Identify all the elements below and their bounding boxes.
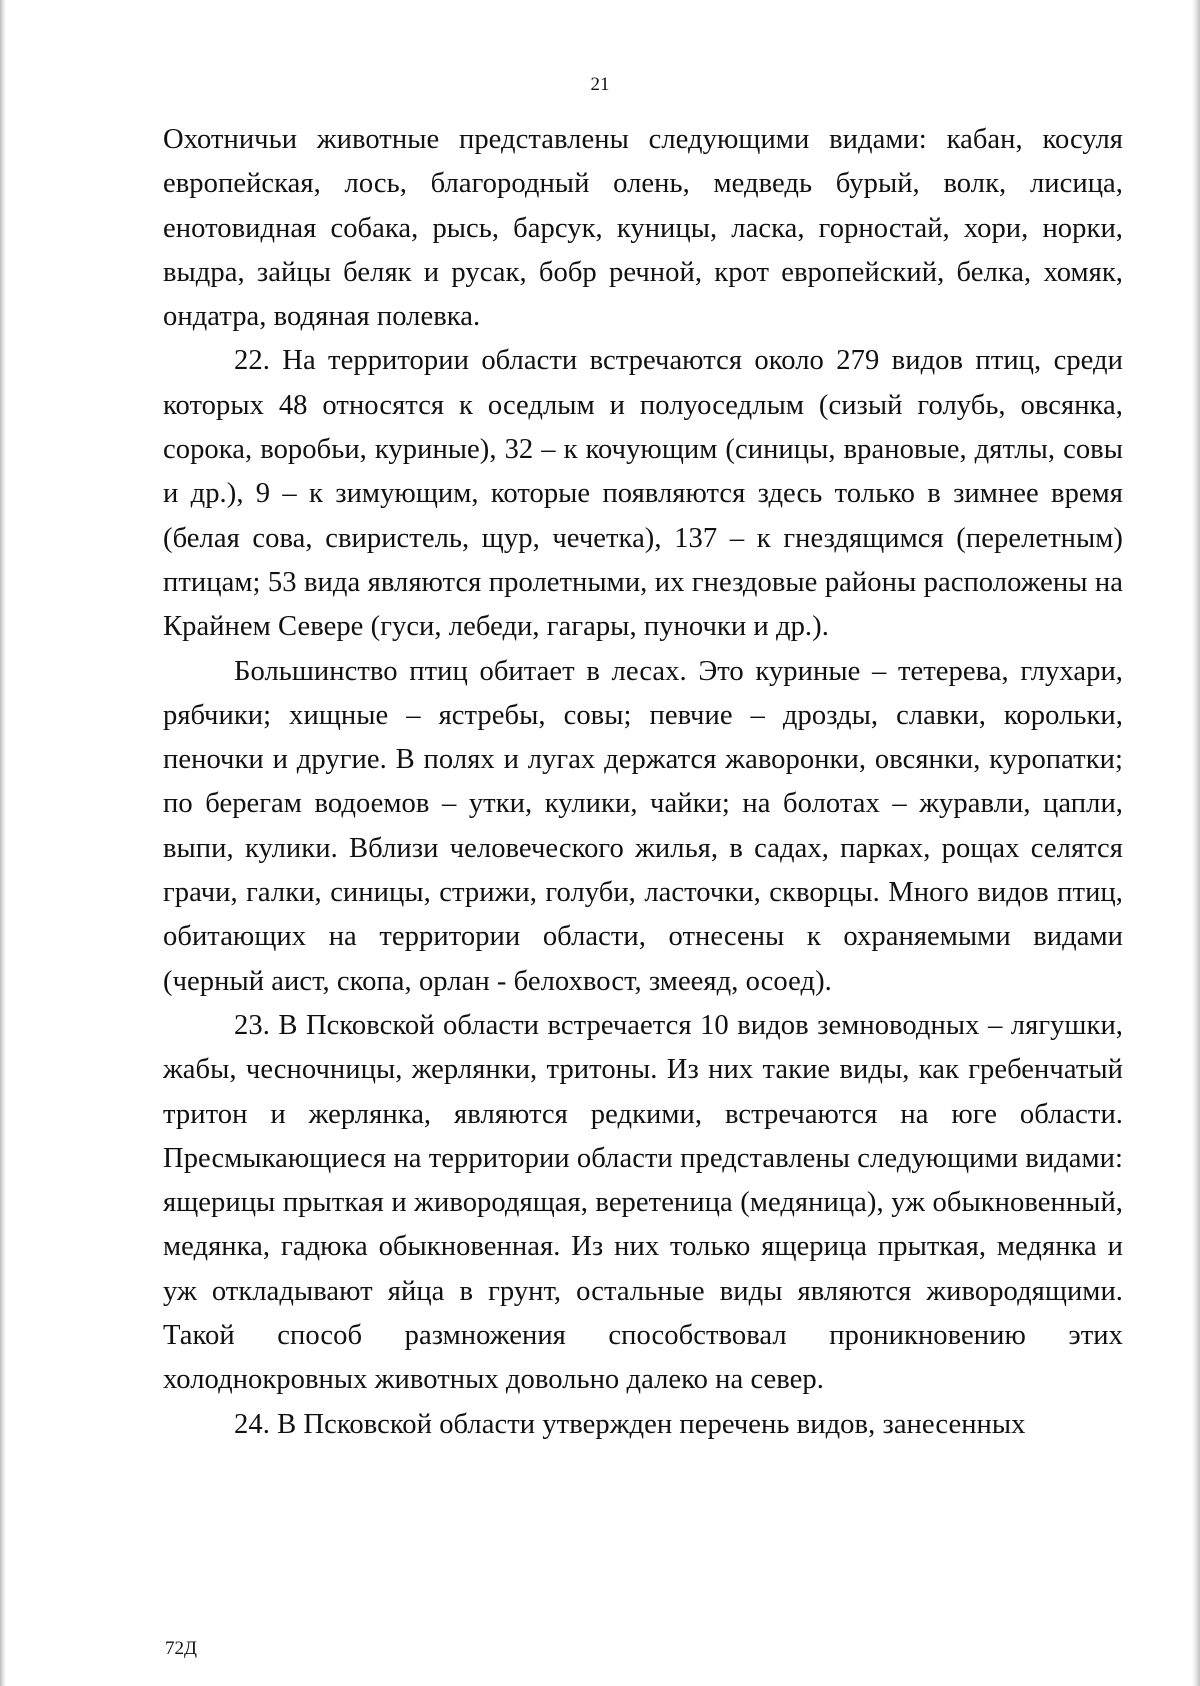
paragraph-22-birds: 22. На территории области встречаются около 279 видов птиц, среди которых 48 относятся к оседлым и полуоседлым (сизый голубь, овсянка, сорока, воробьи, куриные), 32 – к кочующим (синицы, врановые, дятлы, совы и др.), 9 – к зимующим, которые появляются здесь только в зимнее время (белая сова, свиристель, щур, чечетка), 137 – к гнездящимся (перелетным) птицам; 53 вида являются пролетными, их гнездовые районы расположены на Крайнем Севере (гуси, лебеди, гагары, пуночки и др.).	[163, 345, 1123, 643]
paragraph-24-species-list: 24. В Псковской области утвержден перечень видов, занесенных	[234, 1408, 1026, 1440]
page-number: 21	[590, 74, 610, 95]
paragraph-23-amphibians-reptiles: 23. В Псковской области встречается 10 видов земноводных – лягушки, жабы, чесночницы, жерлянки, тритоны. Из них такие виды, как гребенчатый тритон и жерлянка, являются редкими, встречаются на юге области. Пресмыкающиеся на территории области представлены следующими видами: ящерицы прыткая и живородящая, веретеница (медяница), уж обыкновенный, медянка, гадюка обыкновенная. Из них только ящерица прыткая, медянка и уж откладывают яйца в грунт, остальные виды являются живородящими. Такой способ размножения способствовал проникновению этих холоднокровных животных довольно далеко на север.	[163, 1009, 1123, 1396]
scan-edge-left	[0, 0, 6, 1686]
scan-edge-right	[1192, 0, 1200, 1686]
document-body	[163, 118, 1123, 1447]
paragraph-forest-birds: Большинство птиц обитает в лесах. Это куриные – тетерева, глухари, рябчики; хищные – ястребы, совы; певчие – дрозды, славки, корольки, пеночки и другие. В полях и лугах держатся жаворонки, овсянки, куропатки; по берегам водоемов – утки, кулики, чайки; на болотах – журавли, цапли, выпи, кулики. Вблизи человеческого жилья, в садах, парках, рощах селятся грачи, галки, синицы, стрижи, голуби, ласточки, скворцы. Много видов птиц, обитающих на территории области, отнесены к охраняемыми видами (черный аист, скопа, орлан - белохвост, змееяд, осоед).	[163, 655, 1123, 997]
footer-document-code: 72Д	[165, 1638, 197, 1659]
paragraph-game-animals: Охотничьи животные представлены следующими видами: кабан, косуля европейская, лось, благородный олень, медведь бурый, волк, лисица, енотовидная собака, рысь, барсук, куницы, ласка, горностай, хори, норки, выдра, зайцы беляк и русак, бобр речной, крот европейский, белка, хомяк, ондатра, водяная полевка.	[163, 124, 1123, 333]
